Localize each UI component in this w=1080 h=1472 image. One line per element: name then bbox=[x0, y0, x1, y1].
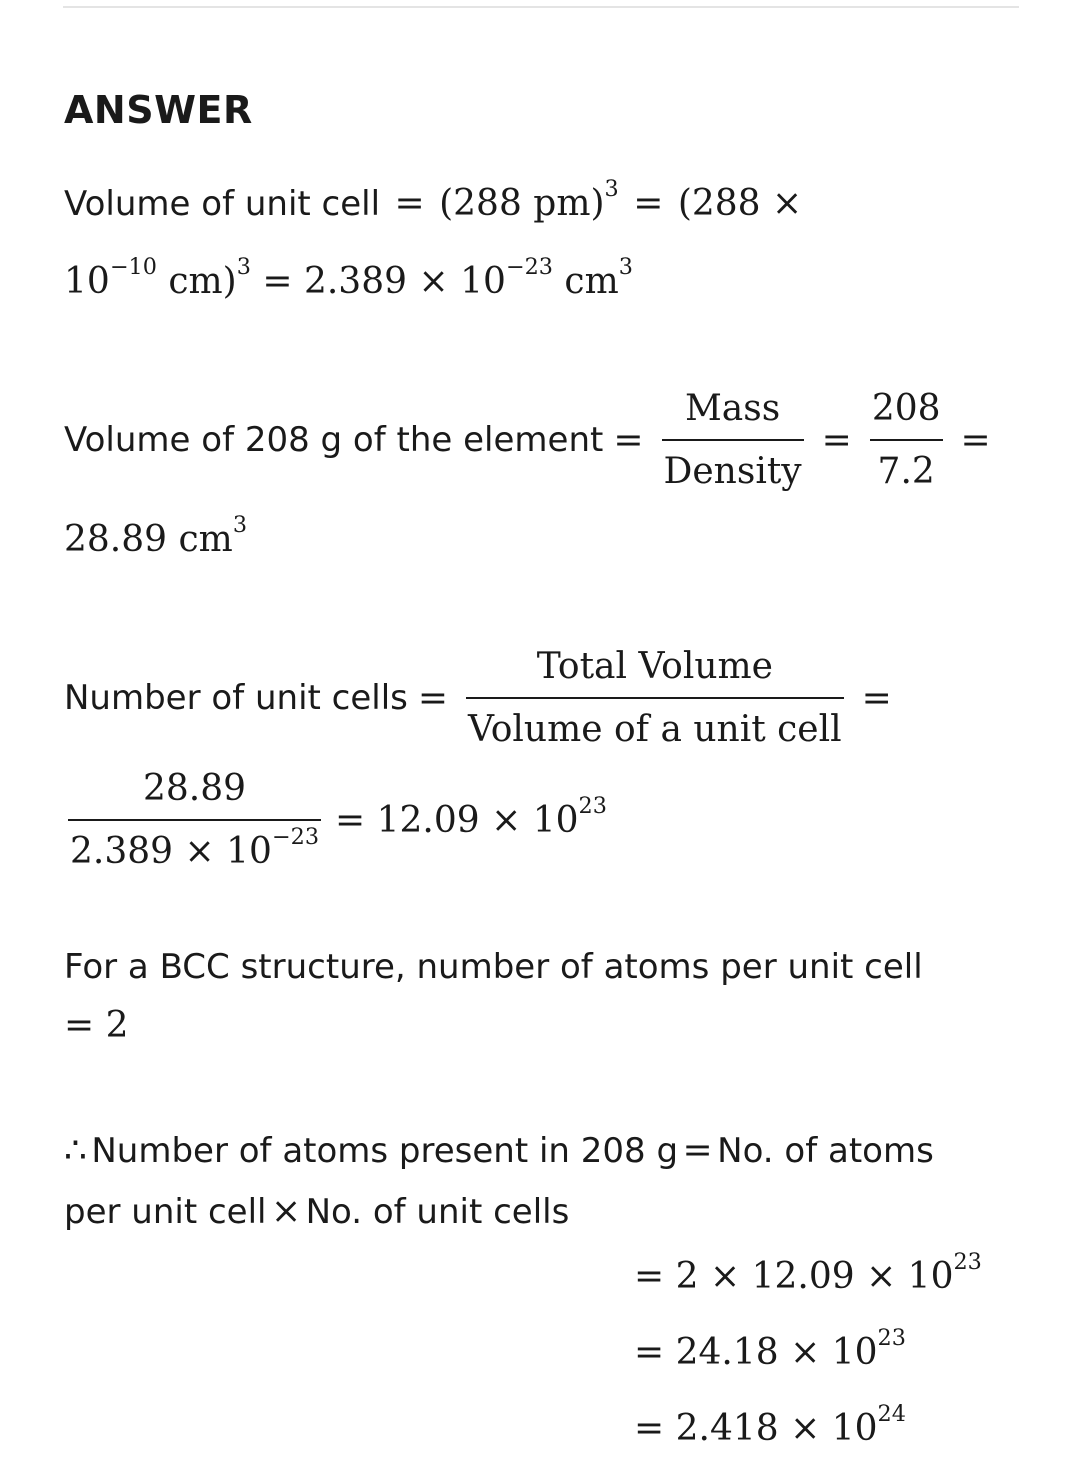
fraction-denominator: Density bbox=[663, 451, 802, 493]
atoms-line1-text: Number of atoms present in 208 g bbox=[91, 1131, 679, 1171]
fraction-numerator: 208 bbox=[871, 388, 941, 429]
atoms-step2: = $24.18 \times 10^{23}$ bbox=[634, 1325, 906, 1373]
total-volume-fraction bbox=[466, 646, 844, 751]
volume-element-line bbox=[64, 388, 1001, 493]
number-unit-cells-line bbox=[64, 646, 902, 751]
equals-sign: = bbox=[861, 677, 892, 719]
equals-sign: = bbox=[960, 419, 991, 461]
atoms-step1: = $2 \times 12.09 \times 10^{23}$ bbox=[634, 1249, 982, 1297]
numeric-fraction bbox=[68, 768, 321, 873]
therefore-symbol: ∴ bbox=[64, 1130, 87, 1171]
fraction-bar bbox=[662, 439, 804, 441]
fraction-denominator: $2.389 \times 10^{-23}$ bbox=[70, 824, 320, 873]
atoms-step3: = $2.418 \times 10^{24}$ bbox=[634, 1401, 906, 1449]
bcc-statement: For a BCC structure, number of atoms per unit cell bbox=[64, 947, 923, 987]
volume-expr2: (288 × bbox=[677, 183, 803, 224]
unit-cells-value: = $12.09 \times 10^{23}$ bbox=[335, 792, 607, 841]
fraction-numerator: Mass bbox=[684, 388, 781, 429]
fraction-bar bbox=[68, 819, 321, 821]
fraction-bar bbox=[466, 697, 844, 699]
volume-unit-cell-label: Volume of unit cell bbox=[64, 184, 381, 224]
atoms-line1 bbox=[64, 1130, 934, 1171]
volume-element-label: Volume of 208 g of the element bbox=[64, 420, 604, 461]
answer-heading: ANSWER bbox=[64, 88, 253, 132]
equals-sign: = bbox=[417, 677, 449, 719]
number-unit-cells-label: Number of unit cells bbox=[64, 678, 408, 719]
atoms-line2 bbox=[64, 1191, 570, 1232]
equals-sign: = bbox=[821, 419, 852, 461]
atoms-line1-rest: No. of atoms bbox=[717, 1131, 934, 1171]
atoms-line2-b: No. of unit cells bbox=[305, 1192, 570, 1232]
mass-density-fraction bbox=[662, 388, 804, 493]
volume-unit-cell-line2: $10^{-10}$ $cm)^3 = 2.389 \times 10^{-23}$ $cm^3$ bbox=[64, 254, 633, 302]
equals-sign: = bbox=[394, 183, 425, 224]
atoms-line2-a: per unit cell bbox=[64, 1192, 267, 1232]
value-fraction bbox=[870, 388, 943, 493]
equals-sign: = bbox=[633, 183, 664, 224]
times-sign: × bbox=[270, 1191, 302, 1232]
number-unit-cells-result bbox=[60, 768, 607, 873]
volume-element-result: 28.89 $cm^3$ bbox=[64, 512, 248, 560]
equals-sign: = bbox=[682, 1130, 713, 1171]
fraction-numerator: Total Volume bbox=[536, 646, 773, 687]
fraction-bar bbox=[870, 439, 943, 441]
top-divider bbox=[63, 6, 1019, 8]
fraction-denominator: Volume of a unit cell bbox=[468, 709, 842, 751]
equals-sign: = bbox=[613, 419, 644, 461]
bcc-value: = 2 bbox=[64, 1005, 129, 1046]
volume-unit-cell-line1 bbox=[64, 176, 803, 224]
volume-expr1: (288 pm)$^3$ bbox=[439, 176, 619, 224]
fraction-denominator: 7.2 bbox=[877, 451, 935, 493]
fraction-numerator: 28.89 bbox=[142, 768, 247, 809]
